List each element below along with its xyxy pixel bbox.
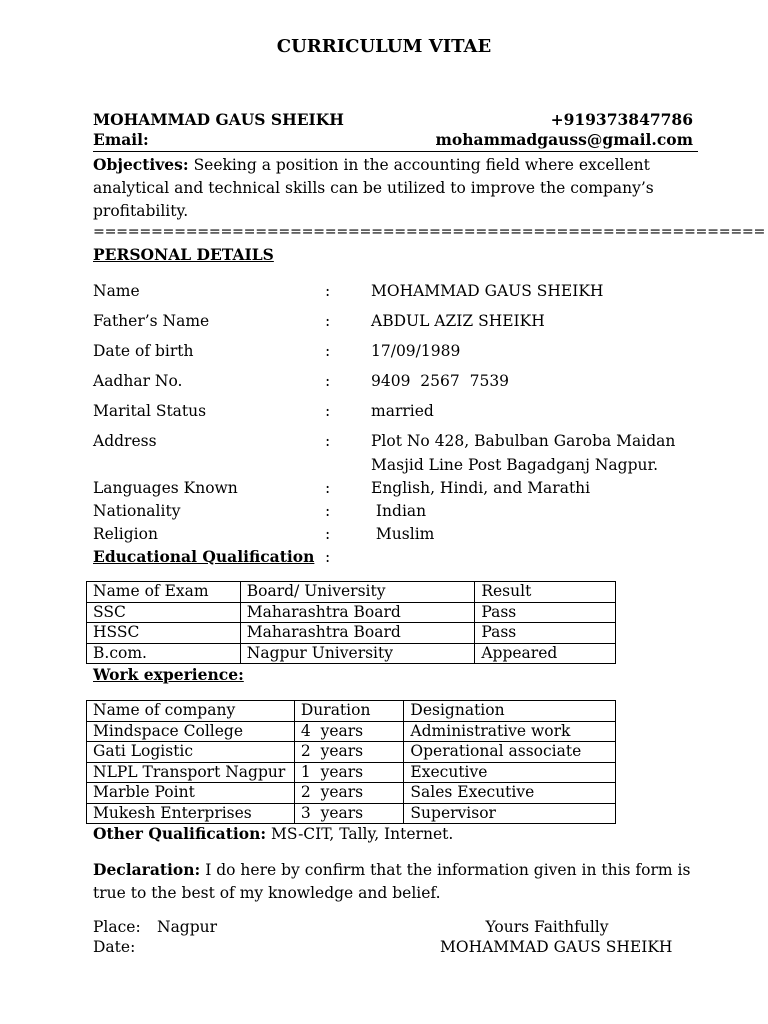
table-cell: Operational associate [404, 742, 616, 763]
table-cell: Pass [475, 623, 616, 644]
declaration-paragraph [93, 858, 695, 905]
email-label: Email: [93, 130, 149, 149]
table-cell: 4 years [294, 721, 404, 742]
declaration-text: I do here by confirm that the information given in this form is true to the best of my knowledge and belief. [93, 861, 691, 902]
detail-value: English, Hindi, and Marathi [371, 479, 591, 497]
table-cell: 2 years [294, 742, 404, 763]
detail-value: 17/09/1989 [371, 342, 461, 360]
table-header-cell: Result [475, 582, 616, 603]
detail-label: Address [93, 432, 157, 450]
other-qualification-label: Other Qualification: [93, 824, 267, 843]
education-table [86, 581, 616, 664]
table-header-cell: Designation [404, 701, 616, 722]
detail-label: Languages Known [93, 479, 238, 497]
work-experience-heading: Work experience: [93, 665, 244, 684]
table-cell: Mindspace College [87, 721, 295, 742]
table-header-cell: Duration [294, 701, 404, 722]
declaration-label: Declaration: [93, 860, 201, 879]
table-cell: Pass [475, 602, 616, 623]
detail-value: ABDUL AZIZ SHEIKH [371, 312, 545, 330]
table-cell: Appeared [475, 643, 616, 664]
detail-value-line-2: Masjid Line Post Bagadganj Nagpur. [371, 456, 659, 474]
document-title: CURRICULUM VITAE [276, 36, 492, 57]
other-qualification-text: MS-CIT, Tally, Internet. [271, 825, 454, 843]
table-cell: 1 years [294, 762, 404, 783]
table-cell: B.com. [87, 643, 241, 664]
contact-name: MOHAMMAD GAUS SHEIKH [93, 110, 344, 129]
table-cell: Executive [404, 762, 616, 783]
table-cell: Sales Executive [404, 783, 616, 804]
place-value: Nagpur [157, 918, 218, 936]
objectives-paragraph [93, 153, 695, 223]
table-row [87, 721, 616, 742]
detail-label: Nationality [93, 502, 181, 520]
table-cell: Marble Point [87, 783, 295, 804]
table-cell: Maharashtra Board [240, 602, 475, 623]
work-experience-table [86, 700, 616, 824]
detail-label: Name [93, 282, 140, 300]
table-cell: Gati Logistic [87, 742, 295, 763]
detail-value: married [371, 402, 434, 420]
table-header-cell: Name of company [87, 701, 295, 722]
table-row [87, 643, 616, 664]
table-cell: Administrative work [404, 721, 616, 742]
table-cell: Nagpur University [240, 643, 475, 664]
table-header-cell: Name of Exam [87, 582, 241, 603]
detail-value: MOHAMMAD GAUS SHEIKH [371, 282, 604, 300]
other-qualification [93, 824, 453, 844]
contact-divider [93, 151, 698, 152]
separator-line: ========================================================== [93, 224, 766, 240]
detail-label: Religion [93, 525, 158, 543]
place-label: Place: [93, 918, 141, 936]
table-cell: 2 years [294, 783, 404, 804]
closing-text: Yours Faithfully [485, 918, 609, 936]
table-cell: NLPL Transport Nagpur [87, 762, 295, 783]
table-cell: 3 years [294, 803, 404, 824]
table-header-cell: Board/ University [240, 582, 475, 603]
detail-label: Date of birth [93, 342, 194, 360]
table-cell: Mukesh Enterprises [87, 803, 295, 824]
detail-label: Marital Status [93, 402, 207, 420]
detail-label: Father’s Name [93, 312, 210, 330]
table-row [87, 602, 616, 623]
table-header-row [87, 701, 616, 722]
table-cell: SSC [87, 602, 241, 623]
table-row [87, 803, 616, 824]
detail-value: Muslim [371, 525, 435, 543]
table-row [87, 623, 616, 644]
detail-label: Aadhar No. [93, 372, 183, 390]
contact-email: mohammadgauss@gmail.com [435, 130, 693, 149]
table-row [87, 762, 616, 783]
detail-value: Plot No 428, Babulban Garoba Maidan [371, 432, 676, 450]
date-label: Date: [93, 938, 136, 956]
contact-phone: +919373847786 [550, 110, 693, 129]
education-heading: Educational Qualification [93, 547, 315, 566]
signature-name: MOHAMMAD GAUS SHEIKH [440, 938, 673, 956]
personal-details-heading: PERSONAL DETAILS [93, 245, 274, 264]
detail-value: 9409 2567 7539 [371, 372, 510, 390]
table-cell: Maharashtra Board [240, 623, 475, 644]
objectives-text: Seeking a position in the accounting field where excellent analytical and technical skills can be utilized to improve the company’s profitability. [93, 156, 654, 220]
detail-value: Indian [371, 502, 427, 520]
table-row [87, 742, 616, 763]
table-cell: Supervisor [404, 803, 616, 824]
objectives-label: Objectives: [93, 155, 189, 174]
table-header-row [87, 582, 616, 603]
table-row [87, 783, 616, 804]
table-cell: HSSC [87, 623, 241, 644]
